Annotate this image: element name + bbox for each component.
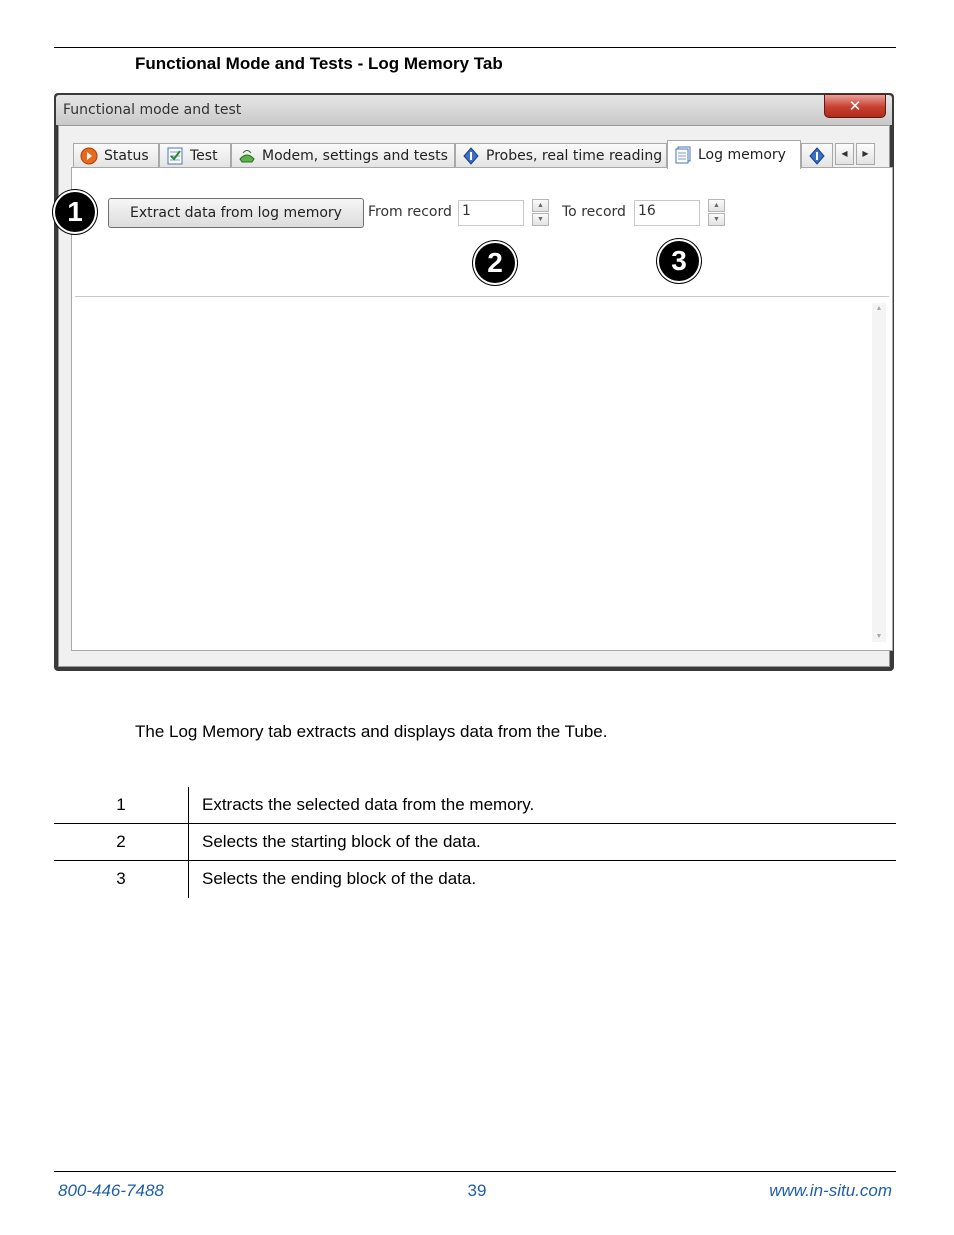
callout-1: 1 [55, 192, 95, 232]
log-scrollbar[interactable] [872, 303, 886, 642]
tab-log-memory-label: Log memory [698, 147, 786, 163]
tab-modem-label: Modem, settings and tests [262, 147, 448, 164]
table-column-divider [188, 787, 189, 898]
tab-scroll-left-button[interactable]: ◀ [835, 143, 854, 165]
window-client [58, 125, 890, 667]
stepper-down-icon[interactable]: ▼ [532, 213, 549, 226]
row-text: Extracts the selected data from the memory. [202, 795, 535, 814]
description-text: The Log Memory tab extracts and displays data from the Tube. [135, 722, 608, 741]
probe-icon [808, 147, 826, 165]
row-number: 1 [116, 795, 126, 814]
row-divider [54, 823, 896, 824]
callout-2: 2 [475, 243, 515, 283]
tab-scroll-right-button[interactable]: ▶ [856, 143, 875, 165]
extract-data-button[interactable]: Extract data from log memory [108, 198, 364, 228]
close-button[interactable] [824, 94, 886, 118]
log-memory-panel [71, 167, 893, 651]
from-record-input[interactable]: 1 [458, 200, 524, 226]
status-orange-icon [80, 147, 98, 165]
stepper-up-icon[interactable]: ▲ [708, 199, 725, 212]
modem-icon [238, 147, 256, 165]
scroll-up-icon[interactable]: ▲ [875, 305, 883, 312]
stepper-up-icon[interactable]: ▲ [532, 199, 549, 212]
scroll-down-icon[interactable]: ▼ [875, 633, 883, 640]
from-record-label: From record [368, 204, 452, 220]
to-record-stepper[interactable] [708, 199, 725, 227]
from-record-stepper[interactable] [532, 199, 549, 227]
tab-modem[interactable] [231, 143, 455, 167]
tab-probes[interactable] [455, 143, 667, 167]
tab-status-label: Status [104, 147, 149, 164]
functional-mode-window [54, 93, 894, 671]
callout-3: 3 [659, 241, 699, 281]
stepper-down-icon[interactable]: ▼ [708, 213, 725, 226]
tab-more[interactable] [801, 143, 833, 167]
close-icon: ✕ [848, 97, 862, 115]
header-rule [54, 47, 896, 48]
footer-rule [54, 1171, 896, 1172]
log-memory-icon [674, 146, 692, 164]
table-row [54, 824, 896, 861]
tab-probes-label: Probes, real time reading [486, 147, 663, 164]
footer-url[interactable]: www.in-situ.com [769, 1181, 892, 1200]
window-title: Functional mode and test [63, 102, 242, 118]
row-number: 3 [116, 869, 126, 888]
footer-phone: 800-446-7488 [58, 1181, 164, 1200]
section-title: Functional Mode and Tests - Log Memory Tab [135, 54, 503, 73]
table-row [54, 861, 896, 898]
table-row [54, 787, 896, 824]
checklist-icon [166, 147, 184, 165]
tab-test-label: Test [190, 147, 218, 164]
tab-log-memory[interactable] [667, 140, 801, 169]
page-number: 39 [467, 1181, 487, 1200]
row-divider [54, 860, 896, 861]
callout-table [54, 787, 896, 898]
window-titlebar [56, 95, 892, 125]
row-text: Selects the starting block of the data. [202, 832, 481, 851]
row-text: Selects the ending block of the data. [202, 869, 477, 888]
tab-status[interactable] [73, 143, 159, 167]
to-record-input[interactable]: 16 [634, 200, 700, 226]
tab-test[interactable] [159, 143, 231, 167]
probe-icon [462, 147, 480, 165]
tab-strip [73, 140, 879, 168]
log-output-area[interactable] [75, 296, 889, 648]
to-record-label: To record [562, 204, 626, 220]
row-number: 2 [116, 832, 126, 851]
